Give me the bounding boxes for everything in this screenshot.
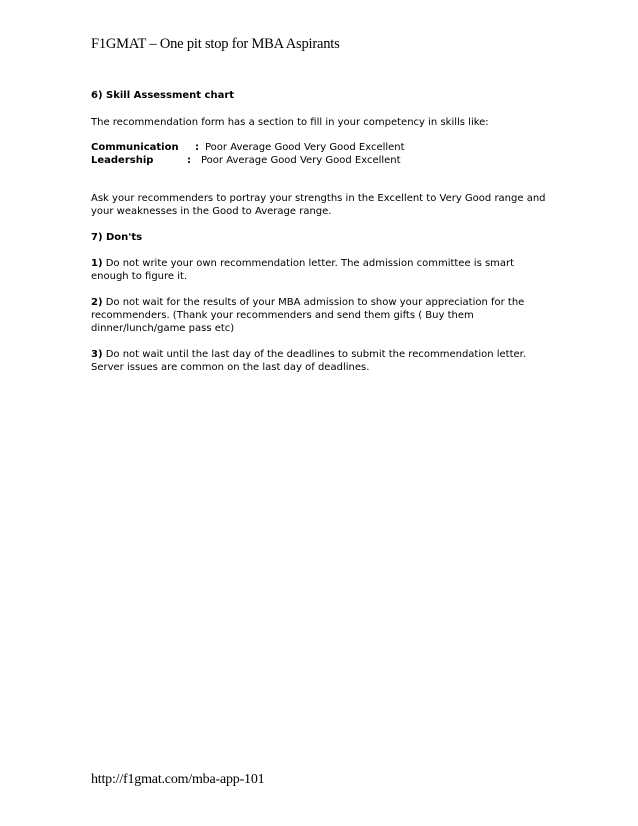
item-number: 1): [91, 258, 103, 269]
skill-row-communication: [91, 141, 551, 154]
skills-intro-text: The recommendation form has a section to fill in your competency in skills like:: [91, 117, 489, 128]
skill-ratings: Poor Average Good Very Good Excellent: [201, 155, 401, 166]
item-number: 2): [91, 297, 103, 308]
section-heading-skill-assessment: 6) Skill Assessment chart: [91, 90, 235, 101]
skill-colon: :: [195, 142, 199, 153]
donts-item-3: [91, 348, 551, 374]
item-text: Do not wait until the last day of the deadlines to submit the recommendation letter. Server issues are common on the last day of deadlines.: [91, 349, 527, 373]
donts-item-2: [91, 296, 551, 335]
skills-advice-text: Ask your recommenders to portray your strengths in the Excellent to Very Good range and your weaknesses in the Good to Average range.: [91, 193, 546, 217]
item-text: Do not wait for the results of your MBA admission to show your appreciation for the recommenders. (Thank your recommenders and send them gifts ( Buy them dinner/lunch/game pass etc): [91, 297, 525, 334]
skill-colon: :: [187, 155, 191, 166]
page-header: F1GMAT – One pit stop for MBA Aspirants: [91, 36, 340, 52]
skill-name: Communication: [91, 142, 179, 153]
section-heading-donts: 7) Don'ts: [91, 232, 143, 243]
skill-name: Leadership: [91, 155, 154, 166]
donts-item-1: [91, 257, 551, 283]
item-number: 3): [91, 349, 103, 360]
page-footer-url: http://f1gmat.com/mba-app-101: [91, 772, 265, 787]
skill-row-leadership: [91, 154, 551, 167]
skills-list: [91, 141, 551, 167]
item-text: Do not write your own recommendation letter. The admission committee is smart enough to figure it.: [91, 258, 515, 282]
document-body: [91, 89, 551, 374]
skill-ratings: Poor Average Good Very Good Excellent: [205, 142, 405, 153]
